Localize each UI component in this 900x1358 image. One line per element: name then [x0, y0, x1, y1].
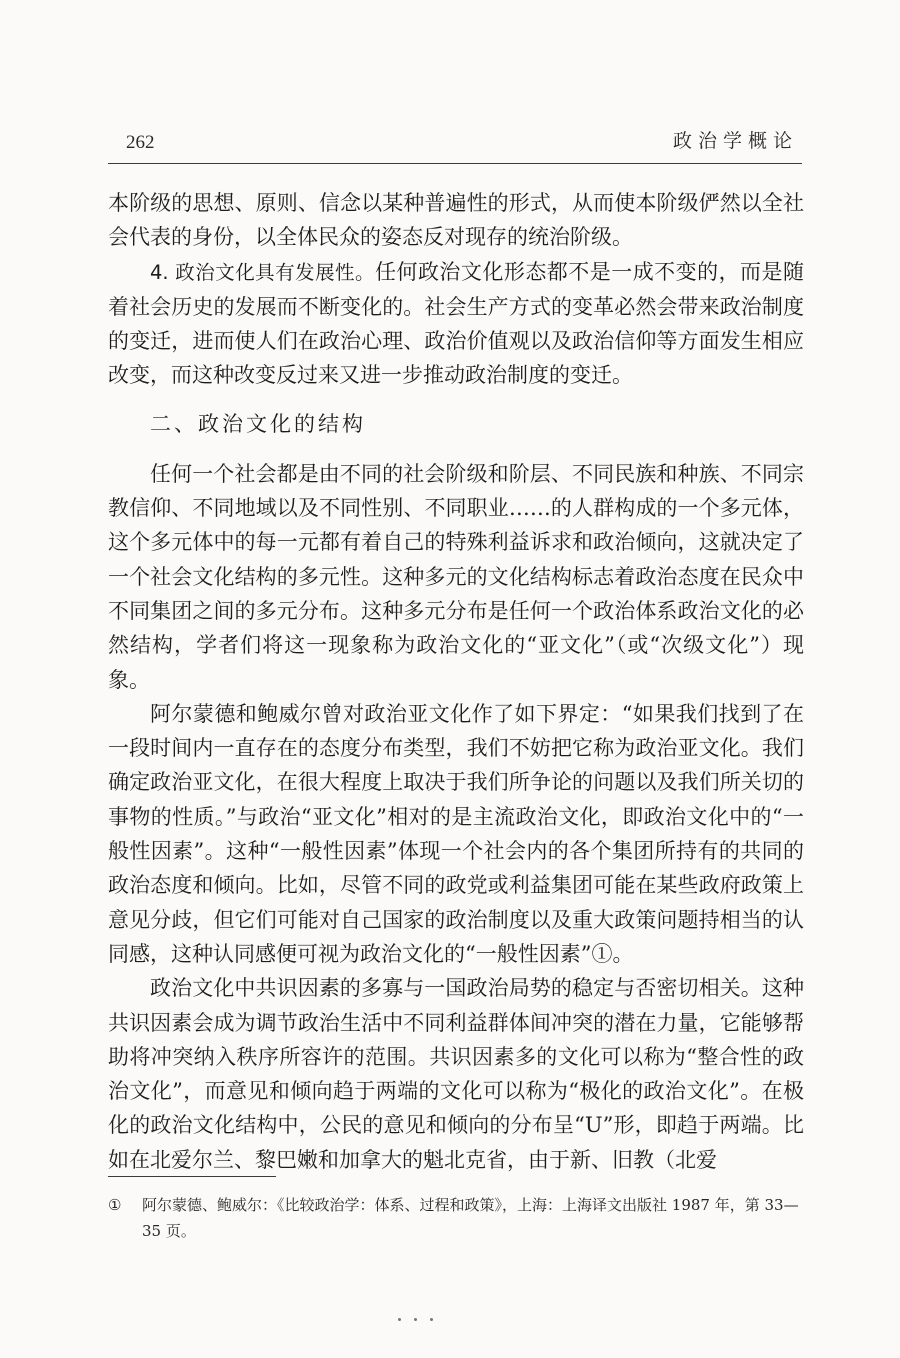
running-header — [108, 118, 798, 158]
header-rule — [108, 163, 802, 164]
page-bottom-marks — [398, 1318, 438, 1328]
paragraph-continued: 本阶级的思想、原则、信念以某种普遍性的形式，从而使本阶级俨然以全社会代表的身份，以全体民众的姿态反对现存的统治阶级。 — [108, 191, 804, 250]
paragraph-development — [108, 255, 804, 393]
paragraph-development-text: 任何政治文化形态都不是一成不变的，而是随着社会历史的发展而不断变化的。社会生产方式的变革必然会带来政治制度的变迁，进而使人们在政治心理、政治价值观以及政治信仰等方面发生相应改变，而这种改变反过来又进一步推动政治制度的变迁。 — [108, 259, 804, 388]
dot-mark — [430, 1318, 433, 1321]
body-text — [108, 186, 804, 1177]
dot-mark — [414, 1318, 417, 1321]
book-title: 政治学概论 — [672, 130, 798, 152]
paragraph-structure: 任何一个社会都是由不同的社会阶级和阶层、不同民族和种族、不同宗教信仰、不同地域以及不同性别、不同职业……的人群构成的一个多元体，这个多元体中的每一元都有着自己的特殊利益诉求和政治倾向，这就决定了一个社会文化结构的多元性。这种多元的文化结构标志着政治态度在民众中不同集团之间的多元分布。这种多元分布是任何一个政治体系政治文化的必然结构，学者们将这一现象称为政治文化的“亚文化”（或“次级文化”）现象。 — [108, 461, 804, 692]
section-heading: 二、政治文化的结构 — [150, 411, 366, 436]
paragraph-consensus: 政治文化中共识因素的多寡与一国政治局势的稳定与否密切相关。这种共识因素会成为调节政治生活中不同利益群体间冲突的潜在力量，它能够帮助将冲突纳入秩序所容许的范围。共识因素多的文化可以称为“整合性的政治文化”，而意见和倾向趋于两端的文化可以称为“极化的政治文化”。在极化的政治文化结构中，公民的意见和倾向的分布呈“U”形，即趋于两端。比如在北爱尔兰、黎巴嫩和加拿大的魁北克省，由于新、旧教（北爱 — [108, 976, 804, 1172]
footnote-marker: ① — [108, 1196, 122, 1214]
page-number: 262 — [126, 132, 155, 153]
footnote-rule — [108, 1176, 276, 1177]
footnote-line-1: 阿尔蒙德、鲍威尔：《比较政治学：体系、过程和政策》，上海：上海译文出版社 1987 年，第 33— — [142, 1196, 799, 1214]
dot-mark — [398, 1318, 401, 1321]
footnote-line-2: 35 页。 — [142, 1222, 196, 1240]
paragraph-lead-emphasis: 4. 政治文化具有发展性。 — [150, 260, 376, 284]
paragraph-subculture-definition: 阿尔蒙德和鲍威尔曾对政治亚文化作了如下界定：“如果我们找到了在一段时间内一直存在的态度分布类型，我们不妨把它称为政治亚文化。我们确定政治亚文化，在很大程度上取决于我们所争论的问题以及我们所关切的事物的性质。”与政治“亚文化”相对的是主流政治文化，即政治文化中的“一般性因素”。这种“一般性因素”体现一个社会内的各个集团所持有的共同的政治态度和倾向。比如，尽管不同的政党或利益集团可能在某些政府政策上意见分歧，但它们可能对自己国家的政治制度以及重大政策问题持相当的认同感，这种认同感便可视为政治文化的“一般性因素”①。 — [108, 701, 804, 966]
footnote — [108, 1192, 804, 1244]
